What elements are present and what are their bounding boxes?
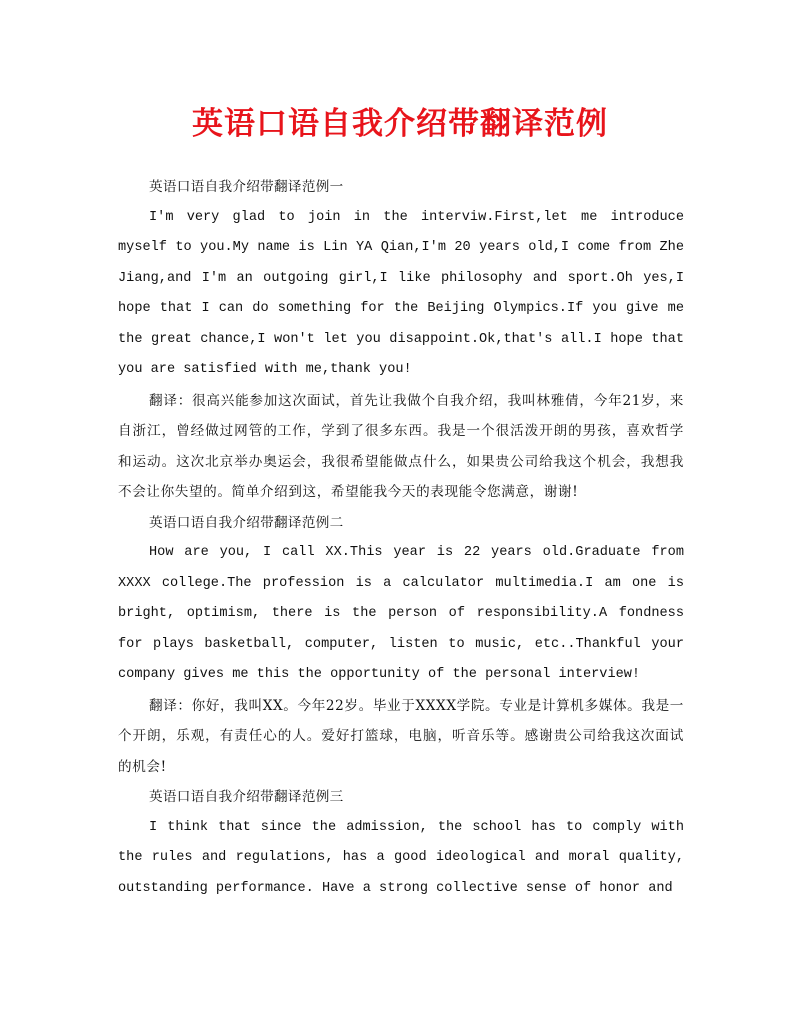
english-paragraph-1: I'm very glad to join in the interviw.First,let me introduce myself to you.My name is Lin YA Qian,I'm 20 years old,I come from Zhe Jiang,and I'm an outgoing girl,I like philosophy and sport.Oh yes,I hope that I can do something for the Beijing Olympics.If you give me the great chance,I won't let you disappoint.Ok,that's all.I hope that you are satisfied with me,thank you! bbox=[118, 209, 684, 377]
english-paragraph-3: I think that since the admission, the school has to comply with the rules and regulations, has a good ideological and moral quality, outstanding performance. Have a strong collective sense of honor and bbox=[118, 819, 684, 896]
translation-paragraph-1: 翻译：很高兴能参加这次面试，首先让我做个自我介绍，我叫林雅倩，今年21岁，来自浙江，曾经做过网管的工作，学到了很多东西。我是一个很活泼开朗的男孩，喜欢哲学和运动。这次北京举办奥运会，我很希望能做点什么，如果贵公司给我这个机会，我想我不会让你失望的。简单介绍到这，希望能我今天的表现能令您满意，谢谢! bbox=[118, 392, 684, 500]
section-heading-1: 英语口语自我介绍带翻译范例一 bbox=[149, 179, 344, 195]
english-paragraph-2: How are you, I call XX.This year is 22 years old.Graduate from XXXX college.The profession is a calculator multimedia.I am one is bright, optimism, there is the person of responsibility.A fondness for plays basketball, computer, listen to music, etc..Thankful your company gives me this the opportunity of the personal interview! bbox=[118, 545, 684, 682]
section-heading-3: 英语口语自我介绍带翻译范例三 bbox=[149, 789, 344, 805]
document-body bbox=[118, 172, 684, 904]
translation-paragraph-2: 翻译：你好，我叫XX。今年22岁。毕业于XXXX学院。专业是计算机多媒体。我是一个开朗，乐观，有责任心的人。爱好打篮球，电脑，听音乐等。感谢贵公司给我这次面试的机会! bbox=[118, 697, 684, 775]
section-heading-2: 英语口语自我介绍带翻译范例二 bbox=[149, 514, 344, 531]
document-title: 英语口语自我介绍带翻译范例 bbox=[192, 106, 608, 142]
